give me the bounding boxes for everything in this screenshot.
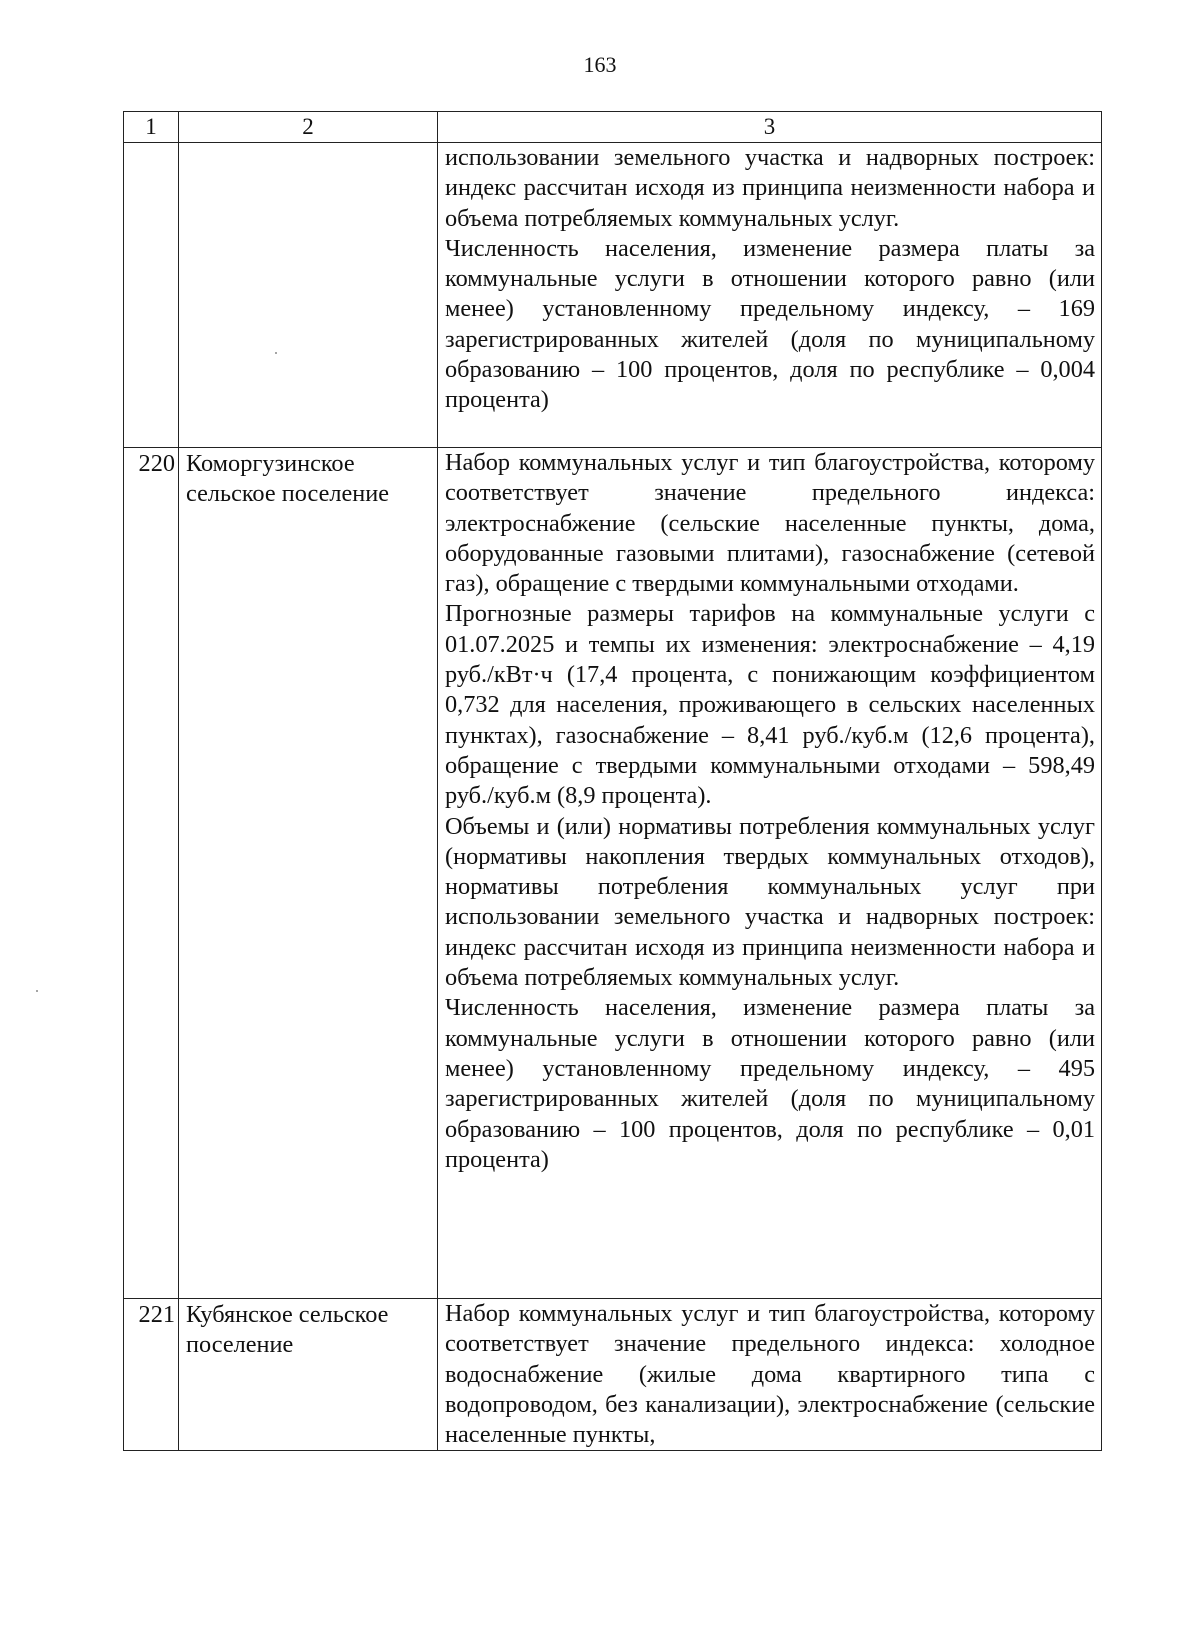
row-description <box>438 1299 1102 1451</box>
row-description <box>438 448 1102 1299</box>
row-number: 220 <box>124 448 179 1299</box>
table-row <box>124 1299 1102 1451</box>
table-row <box>124 448 1102 1299</box>
paragraph-body: Набор коммунальных услуг и тип благоустройства, которому соответствует значение предельного индекса: холодное водоснабжение (жилые дома квартирного типа с водопроводом, без канализации), электроснабжение (сельские населенные пункты, <box>445 1300 1095 1449</box>
paragraph-last-line: коммунальными отходами. <box>739 570 1019 598</box>
paragraph-last-line: по республике – 0,004 процента) <box>445 356 1095 414</box>
page-number: 163 <box>583 52 617 77</box>
paragraph-body: использовании земельного участка и надворных построек: индекс рассчитан исходя из принципа неизменности набора и объема потребляемых <box>445 144 1095 232</box>
paragraph <box>445 1299 1095 1450</box>
paragraph-last-line: коммунальных услуг. <box>678 204 900 232</box>
column-header-2: 2 <box>179 112 438 143</box>
table-row <box>124 143 1102 448</box>
paragraph-body: Набор коммунальных услуг и тип благоустройства, которому соответствует значение предельного индекса: электроснабжение (сельские населенные пункты, дома, оборудованные газовыми плитами), газоснабжение (сетевой газ), обращение с твердыми <box>445 449 1095 598</box>
paragraph <box>445 993 1095 1175</box>
row-description <box>438 143 1102 448</box>
paragraph-body: Численность населения, изменение размера платы за коммунальные услуги в отношении которого равно (или менее) установленному предельному индексу, – 495 зарегистрированных жителей (доля по муниципальному образованию – 100 процентов, доля <box>445 994 1095 1143</box>
settlement-name <box>179 143 438 448</box>
document-table <box>123 111 1102 1451</box>
column-header-1: 1 <box>124 112 179 143</box>
scan-speck <box>275 352 277 354</box>
paragraph <box>445 143 1095 234</box>
table-header-row <box>124 112 1102 143</box>
column-header-3: 3 <box>438 112 1102 143</box>
paragraph-last-line: 598,49 руб./куб.м (8,9 процента). <box>445 751 1095 810</box>
row-number <box>124 143 179 448</box>
paragraph <box>445 599 1095 811</box>
paragraph-last-line: коммунальных услуг. <box>678 964 900 992</box>
paragraph <box>445 234 1095 416</box>
settlement-name: Коморгузинское сельское поселение <box>179 448 438 1299</box>
paragraph-body: Объемы и (или) нормативы потребления коммунальных услуг (нормативы накопления твердых коммунальных отходов), нормативы потребления коммунальных услуг при использовании земельного участка и надворных построек: индекс рассчитан исходя из принципа неизменности набора и объема потребляемых <box>445 812 1095 992</box>
paragraph-body: Численность населения, изменение размера платы за коммунальные услуги в отношении которого равно (или менее) установленному предельному индексу, – 169 зарегистрированных жителей (доля по муниципальному образованию – 100 процентов, доля <box>445 234 1095 384</box>
paragraph-body: Прогнозные размеры тарифов на коммунальные услуги с 01.07.2025 и темпы их изменения: электроснабжение – 4,19 руб./кВт·ч (17,4 процента, с понижающим коэффициентом 0,732 для населения, проживающего в сельских населенных пунктах), газоснабжение – 8,41 руб./куб.м (12,6 процента), обращение с твердыми коммунальными отходами – <box>445 600 1095 779</box>
row-number: 221 <box>124 1299 179 1451</box>
scan-speck <box>36 990 38 992</box>
paragraph-last-line: по республике – 0,01 процента) <box>445 1115 1095 1173</box>
settlement-name: Кубянское сельское поселение <box>179 1299 438 1451</box>
paragraph <box>445 448 1095 599</box>
paragraph <box>445 812 1095 994</box>
